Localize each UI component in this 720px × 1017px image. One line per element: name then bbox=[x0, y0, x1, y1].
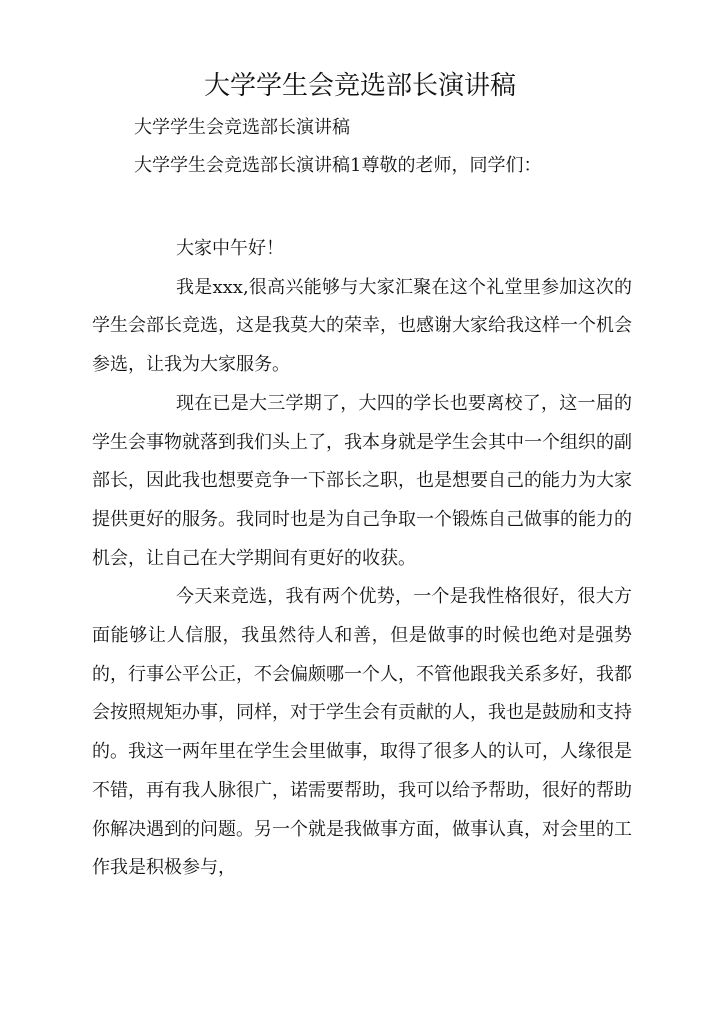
paragraph-motivation: 现在已是大三学期了，大四的学长也要离校了，这一届的学生会事物就落到我们头上了，我本身就是学生会其中一个组织的副部长，因此我也想要竞争一下部长之职，也是想要自己的能力为大家提供更好的服务。我同时也是为自己争取一个锻炼自己做事的能力的机会，让自己在大学期间有更好的收获。 bbox=[92, 392, 632, 569]
paragraph-advantages: 今天来竞选，我有两个优势，一个是我性格很好，很大方面能够让人信服，我虽然待人和善，但是做事的时候也绝对是强势的，行事公平公正，不会偏颇哪一个人，不管他跟我关系多好，我都会按照规矩办事，同样，对于学生会有贡献的人，我也是鼓励和支持的。我这一两年里在学生会里做事，取得了很多人的认可，人缘很是不错，再有我人脉很广，诺需要帮助，我可以给予帮助，很好的帮助你解决遇到的问题。另一个就是我做事方面，做事认真，对会里的工作我是积极参与， bbox=[92, 586, 632, 879]
document-subtitle: 大学学生会竞选部长演讲稿 bbox=[134, 117, 350, 138]
document-body bbox=[92, 230, 632, 888]
paragraph-greeting: 大家中午好！ bbox=[176, 238, 284, 259]
document-title: 大学学生会竞选部长演讲稿 bbox=[203, 71, 516, 101]
paragraph-intro: 我是xxx,很高兴能够与大家汇聚在这个礼堂里参加这次的学生会部长竞选，这是我莫大的荣幸，也感谢大家给我这样一个机会参选，让我为大家服务。 bbox=[92, 276, 632, 376]
document-greeting-line: 大学学生会竞选部长演讲稿1尊敬的老师，同学们： bbox=[134, 155, 542, 176]
